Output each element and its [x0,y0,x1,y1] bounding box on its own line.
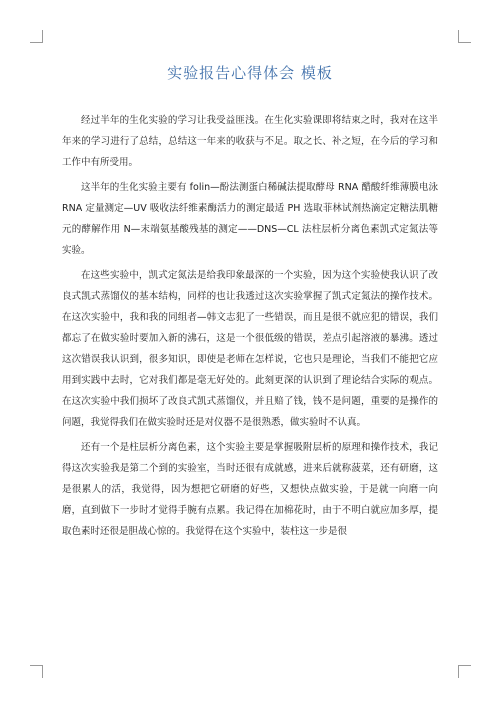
paragraph-intro: 经过半年的生化实验的学习让我受益匪浅。在生化实验课即将结束之时，我对在这半年来的学习进行了总结，总结这一年来的收获与不足。取之长、补之短，在今后的学习和工作中有所受用。 [62,115,438,168]
paragraph-column-chromatography: 还有一个是柱层析分离色素，这个实验主要是掌握吸附层析的原理和操作技术，我记得这次实验我是第二个到的实验室，当时还很有成就感，进来后就称菠菜，还有研磨，这是很累人的活，我觉得，因为想把它研磨的好些，又想快点做实验，于是就一向磨一向磨，直到做下一步时才觉得手腕有点累。我记得在加棉花时，由于不明白就应加多厚，提取色素时还很是胆战心惊的。我觉得在这个实验中，装柱这一步是很 [62,442,438,537]
page-title: 实验报告心得体会 模板 [167,64,333,82]
paragraph-experiment-list: 这半年的生化实验主要有 folin—酚法测蛋白稀碱法提取酵母 RNA 醋酸纤维薄膜电泳 RNA 定量测定—UV 吸收法纤维素酶活力的测定最适 PH 选取菲林试剂热滴定定糖法肌糖元的酵解作用 N—末端氨基酸残基的测定——DNS—CL 法柱层析分离色素凯式定氮法等实验。 [62,182,438,256]
paragraph-kjeldahl: 在这些实验中，凯式定氮法是给我印象最深的一个实验，因为这个实验使我认识了改良式凯式蒸馏仪的基本结构，同样的也让我透过这次实验掌握了凯式定氮法的操作技术。在这次实验中，我和我的同组者—韩文志犯了一些错误，而且是很不就应犯的错误，我们都忘了在做实验时要加入新的沸石，这是一个很低级的错误，差点引起溶液的暴沸。透过这次错误我认识到，很多知识，即使是老师在怎样说，它也只是理论，当我们不能把它应用到实践中去时，它对我们都是毫无好处的。此刻更深的认识到了理论结合实际的观点。在这次实验中我们损坏了改良式凯式蒸馏仪，并且赔了钱，钱不是问题，重要的是操作的问题，我觉得我们在做实验时还是对仪器不是很熟悉，做实验时不认真。 [62,270,438,428]
crop-mark-bottom-right [458,665,471,678]
crop-mark-top-left [30,30,43,43]
crop-mark-bottom-left [30,665,43,678]
crop-mark-top-right [458,30,471,43]
document-body [62,110,438,542]
